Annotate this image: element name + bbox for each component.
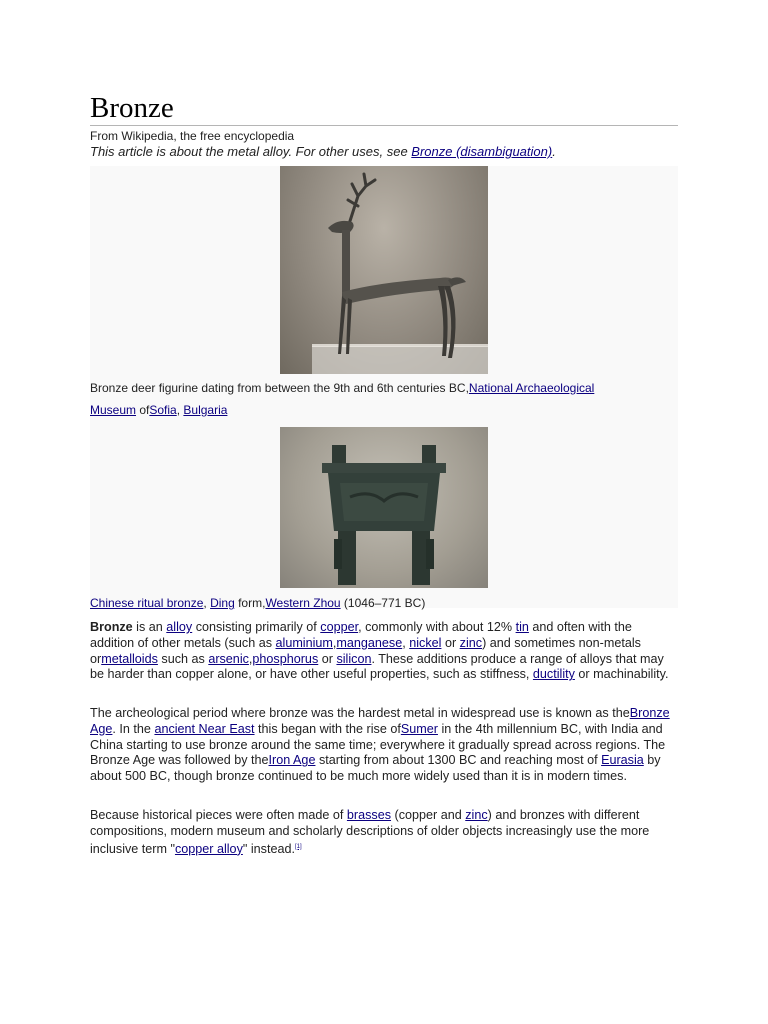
- text: starting from about 1300 BC and reaching most of: [315, 753, 602, 768]
- text: is an: [132, 620, 167, 634]
- hatnote: [90, 144, 556, 159]
- museum-link-cont[interactable]: Museum: [90, 403, 137, 417]
- text: Because historical pieces were often made of: [90, 808, 347, 822]
- text: . In the: [112, 721, 155, 736]
- western-zhou-link[interactable]: Western Zhou: [265, 596, 341, 610]
- metalloids-link[interactable]: metalloids: [101, 651, 158, 666]
- figure1-caption-line1: [90, 381, 594, 395]
- manganese-link[interactable]: manganese: [336, 635, 403, 650]
- text: and often with the addition of other metals (such as: [90, 620, 632, 650]
- text: ,: [248, 651, 253, 666]
- text: by about 500 BC, though bronze continued to be much more widely used than it is in modern times.: [90, 753, 661, 784]
- phosphorus-link[interactable]: phosphorus: [252, 651, 319, 666]
- caption-comma: ,: [176, 403, 184, 417]
- text: ) and bronzes with different compositions, modern museum and scholarly descriptions of older objects increasingly use the more inclusive term ": [90, 808, 650, 856]
- text: " instead.: [242, 841, 295, 856]
- text: in the 4th millennium BC, with India and China starting to use bronze around the same time; everywhere it gradually spread across regions. The Bronze Age was followed by the: [90, 721, 666, 768]
- text: (copper and: [391, 808, 466, 822]
- hatnote-text: This article is about the metal alloy. For other uses, see: [90, 144, 412, 159]
- hatnote-end: .: [552, 144, 556, 159]
- sumer-link[interactable]: Sumer: [400, 721, 438, 736]
- brasses-link[interactable]: brasses: [346, 808, 392, 822]
- text: , commonly with about 12%: [358, 620, 516, 634]
- figure-box: [90, 166, 678, 608]
- text: consisting primarily of: [192, 620, 321, 634]
- near-east-link[interactable]: ancient Near East: [154, 721, 255, 736]
- copper-link[interactable]: copper: [320, 620, 359, 634]
- sofia-link[interactable]: Sofia: [149, 403, 177, 417]
- text: . These additions produce a range of alloys that may be harder than copper alone, or have other useful properties, such as stiffness,: [90, 651, 664, 682]
- bulgaria-link[interactable]: Bulgaria: [183, 403, 228, 417]
- caption-comma2: ,: [203, 596, 211, 610]
- ductility-link[interactable]: ductility: [532, 667, 575, 682]
- ding-link[interactable]: Ding: [210, 596, 235, 610]
- deer-figurine-image[interactable]: [280, 166, 488, 374]
- text: such as: [157, 651, 209, 666]
- paragraph-1: [90, 620, 678, 683]
- text: The archeological period where bronze was the hardest metal in widespread use is known as the: [90, 706, 630, 720]
- copper-alloy-link[interactable]: copper alloy: [174, 841, 243, 856]
- text: ) and sometimes non-metals or: [90, 635, 641, 666]
- caption-of: of: [136, 403, 150, 417]
- text: ,: [402, 635, 410, 650]
- figure1-caption-line2: [90, 403, 227, 417]
- text: or: [318, 651, 337, 666]
- text: ,: [332, 635, 337, 650]
- nickel-link[interactable]: nickel: [409, 635, 442, 650]
- page-title: Bronze: [90, 92, 174, 124]
- aluminium-link[interactable]: aluminium: [275, 635, 333, 650]
- figure1-caption-text: Bronze deer figurine dating from between the 9th and 6th centuries BC,: [90, 381, 469, 395]
- text: or: [441, 635, 460, 650]
- text: this began with the rise of: [254, 721, 401, 736]
- paragraph-3: [90, 808, 678, 858]
- arsenic-link[interactable]: arsenic: [208, 651, 249, 666]
- ding-vessel-image[interactable]: [280, 427, 488, 588]
- museum-link[interactable]: National Archaeological: [468, 381, 595, 395]
- bold-term: Bronze: [90, 620, 133, 634]
- caption-form: form,: [234, 596, 266, 610]
- iron-age-link[interactable]: Iron Age: [268, 753, 316, 768]
- eurasia-link[interactable]: Eurasia: [601, 753, 644, 768]
- alloy-link[interactable]: alloy: [166, 620, 193, 634]
- text: or machinability.: [574, 667, 669, 682]
- tin-link[interactable]: tin: [515, 620, 529, 634]
- title-divider: [90, 125, 678, 126]
- bronze-age-link[interactable]: Bronze Age: [90, 706, 670, 736]
- zinc-link[interactable]: zinc: [459, 635, 483, 650]
- silicon-link[interactable]: silicon: [336, 651, 372, 666]
- figure2-caption: [90, 596, 425, 610]
- reference-link[interactable]: [1]: [294, 843, 302, 850]
- caption-dates: (1046–771 BC): [340, 596, 426, 610]
- tagline: From Wikipedia, the free encyclopedia: [90, 129, 295, 143]
- paragraph-2: [90, 706, 678, 785]
- chinese-bronze-link[interactable]: Chinese ritual bronze: [90, 596, 204, 610]
- zinc-link-2[interactable]: zinc: [465, 808, 488, 822]
- disambiguation-link[interactable]: Bronze (disambiguation): [411, 144, 553, 159]
